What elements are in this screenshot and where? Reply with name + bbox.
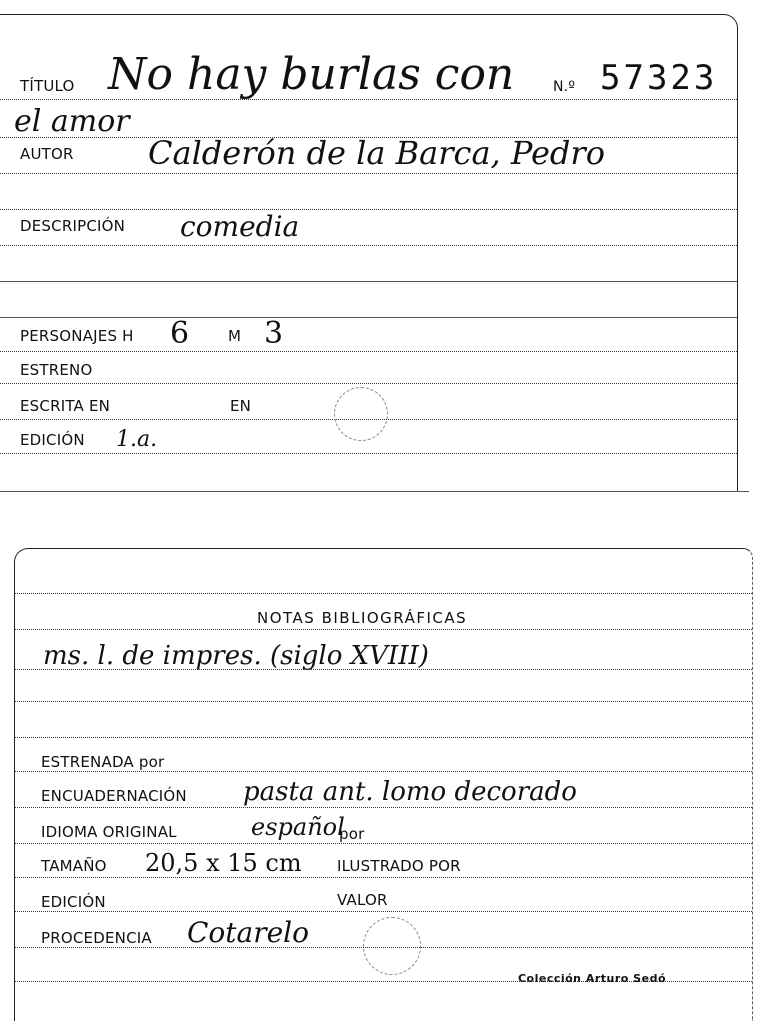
titulo-rule [0,99,737,100]
idioma-label: IDIOMA ORIGINAL [41,823,177,841]
descripcion-label: DESCRIPCIÓN [20,217,126,235]
titulo-value-cont: el amor [14,104,130,139]
blank-rule-top [15,593,752,594]
descripcion-rule [0,245,737,246]
valor-label: VALOR [337,891,388,909]
en-label: EN [230,397,252,415]
personajes-m-label: M [228,327,242,345]
idioma-rule [15,843,752,844]
faint-stamp-mark [334,387,388,441]
escrita-en-label: ESCRITA EN [20,397,111,415]
procedencia-label: PROCEDENCIA [41,929,152,947]
edicion-label-bottom: EDICIÓN [41,893,106,911]
notas-rule [15,669,752,670]
personajes-m-value: 3 [264,316,284,351]
catalog-card-bottom [14,548,753,1021]
titulo-value: No hay burlas con [108,49,515,100]
edicion-label: EDICIÓN [20,431,85,449]
edicion-rule-bottom [15,911,752,912]
estreno-rule [0,383,737,384]
notas-blank-rule-2 [15,737,752,738]
notas-value: ms. l. de impres. (siglo XVIII) [43,641,429,671]
encuadernacion-value: pasta ant. lomo decorado [243,777,577,807]
titulo-label: TÍTULO [20,77,75,95]
estrenada-rule [15,771,752,772]
personajes-rule [0,351,737,352]
procedencia-value: Cotarelo [187,916,309,949]
faint-stamp-mark-bottom [363,917,421,975]
por-label: por [339,825,365,843]
edicion-rule [0,453,737,454]
estreno-label: ESTRENO [20,361,93,379]
idioma-value: español [251,813,345,841]
tamano-label: TAMAÑO [41,857,107,875]
autor-rule-2 [0,209,737,210]
card-top-bottom-edge [0,491,749,492]
encuadernacion-label: ENCUADERNACIÓN [41,787,187,805]
encuadernacion-rule [15,807,752,808]
tamano-value: 20,5 x 15 cm [145,849,302,877]
numero-value: 57323 [600,58,718,98]
blank-rule-1 [0,281,737,282]
ilustrado-label: ILUSTRADO POR [337,857,461,875]
notas-blank-rule-1 [15,701,752,702]
catalog-card-top [0,14,738,491]
notas-title: NOTAS BIBLIOGRÁFICAS [257,609,468,627]
estrenada-label: ESTRENADA por [41,753,165,771]
numero-label: N.º [553,79,576,95]
blank-rule-2 [0,317,737,318]
autor-label: AUTOR [20,145,74,163]
autor-value: Calderón de la Barca, Pedro [148,134,605,172]
tamano-rule [15,877,752,878]
notas-title-rule [15,629,752,630]
collection-credit: Colección Arturo Sedó [517,972,666,985]
edicion-value: 1.a. [116,427,158,452]
autor-rule [0,173,737,174]
descripcion-value: comedia [180,210,300,243]
personajes-h-value: 6 [170,316,190,351]
personajes-label: PERSONAJES H [20,327,134,345]
